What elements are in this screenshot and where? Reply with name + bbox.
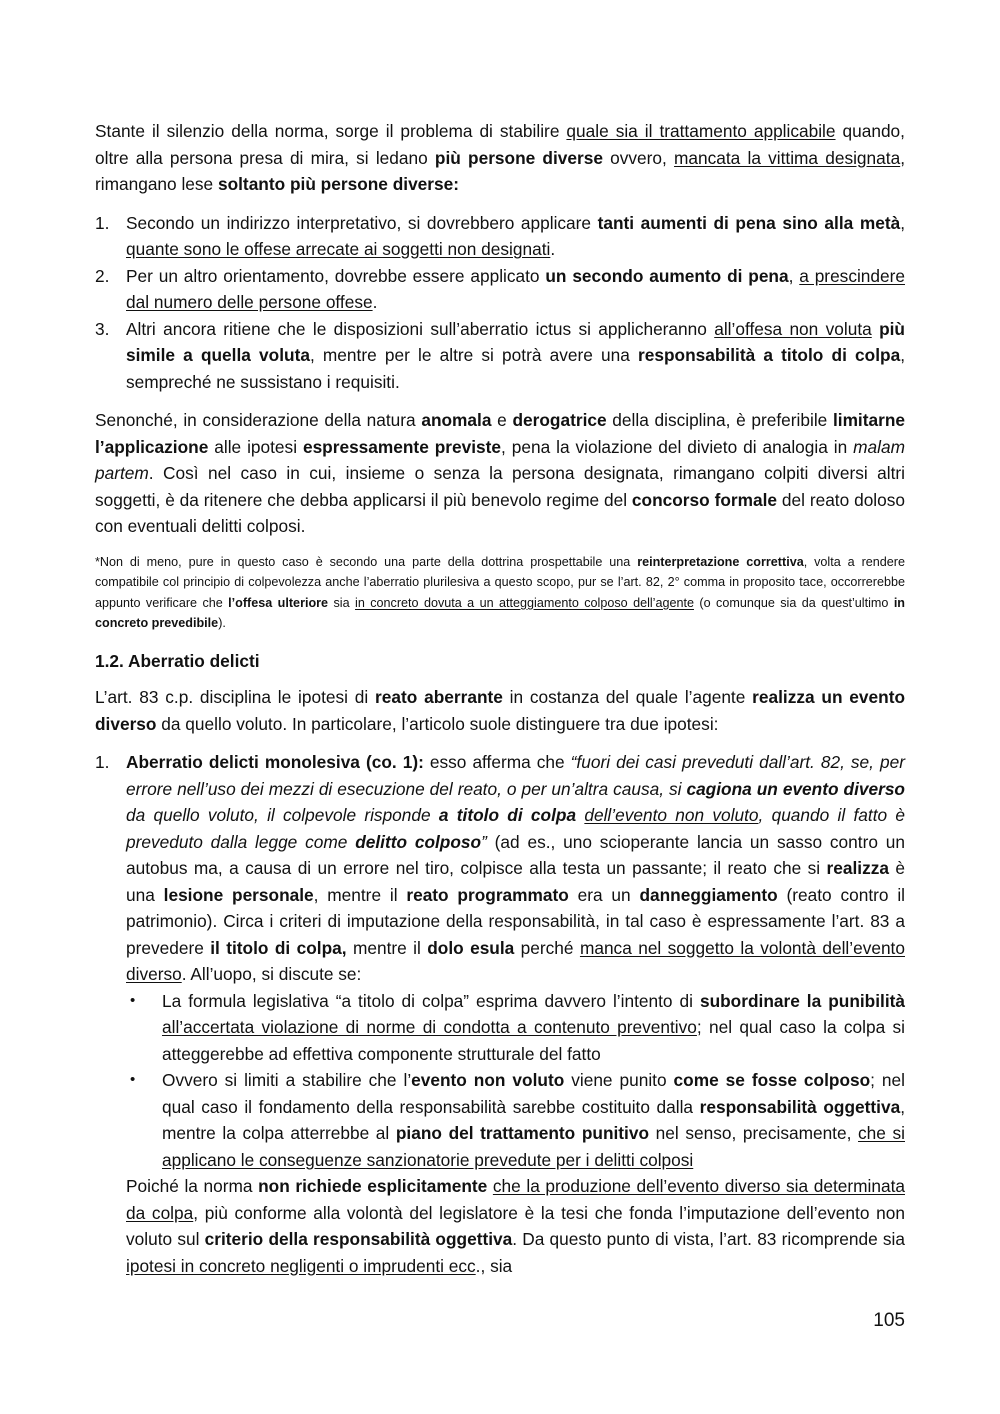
bold-text: danneggiamento — [639, 884, 778, 905]
bold-text: Aberratio delicti monolesiva (co. 1): — [126, 752, 424, 773]
bold-text: derogatrice — [512, 410, 607, 430]
bullet-icon: • — [130, 1071, 136, 1089]
text: *Non di meno, pure in questo caso è secondo una parte della dottrina prospettabile una — [95, 554, 638, 569]
bold-text: evento non voluto — [411, 1070, 565, 1091]
paragraph-senonche — [95, 407, 905, 540]
text: della disciplina, è preferibile — [606, 410, 833, 430]
list-number: 3. — [95, 318, 110, 339]
underlined-italic-text: dell’evento non voluto — [584, 805, 759, 826]
text: , — [900, 212, 905, 233]
bullet-item — [126, 1067, 905, 1173]
bold-text: realizza un evento diverso — [95, 687, 906, 734]
italic-text: “fuori dei casi preveduti dall’art. 82, se, per errore nell’uso dei mezzi di esecuzione del reato, o per un’altra causa, si — [126, 752, 905, 799]
text: L’art. 83 c.p. disciplina le ipotesi di — [95, 687, 376, 708]
text: , — [788, 265, 800, 286]
text — [872, 319, 879, 339]
underlined-text: ipotesi in concreto negligenti o imprudenti ecc — [126, 1255, 476, 1276]
bold-text: responsabilità a titolo di colpa — [638, 345, 901, 365]
list-item — [95, 316, 905, 396]
text: ; nel qual caso il fondamento della responsabilità sarebbe costituito dalla — [162, 1070, 905, 1117]
text: , sempreché ne sussistano i requisiti. — [126, 345, 905, 392]
text: mentre il — [346, 937, 428, 958]
bold-text: dolo esula — [427, 937, 515, 958]
italic-text: , quando il fatto è preveduto dalla legge come — [126, 805, 905, 852]
text: alle ipotesi — [208, 436, 303, 457]
numbered-list-theses — [95, 210, 905, 396]
text: , rimangano lese — [95, 147, 905, 194]
underlined-text: manca nel soggetto la volontà dell’evento diverso — [126, 937, 905, 985]
bold-text: più simile a quella voluta — [126, 318, 905, 365]
bold-text: lesione personale — [163, 884, 314, 905]
bold-text: reato programmato — [406, 884, 569, 905]
text: La formula legislativa “a titolo di colpa” esprima davvero l’intento di — [162, 990, 700, 1011]
text: Senonché, in considerazione della natura — [95, 410, 422, 430]
page-number: 105 — [873, 1310, 905, 1331]
underlined-text: in concreto dovuta a un atteggiamento colposo dell’agente — [355, 595, 694, 610]
bold-text: soltanto più persone diverse: — [217, 174, 459, 194]
text: Per un altro orientamento, dovrebbe essere applicato — [126, 265, 546, 286]
bulleted-list — [126, 988, 905, 1174]
bullet-icon: • — [130, 991, 136, 1009]
text: , mentre la colpa atterrebbe al — [162, 1096, 905, 1144]
bold-text: tanti aumenti di pena sino alla metà — [597, 212, 901, 233]
text: Poiché la norma — [126, 1176, 259, 1197]
bold-text: un secondo aumento di pena — [545, 265, 789, 286]
text: . All’uopo, si discute se: — [181, 964, 362, 985]
text: (ad es., uno scioperante lancia un sasso contro un autobus ma, a causa di un errore nel tiro, colpisce alla testa un passante; il reato che si — [126, 831, 905, 879]
bold-text: subordinare la punibilità — [699, 990, 906, 1011]
bold-text: limitarne l’applicazione — [95, 410, 905, 457]
underlined-text: che si applicano le conseguenze sanzionatorie prevedute per i delitti colposi — [162, 1123, 905, 1170]
underlined-text: a prescindere dal numero delle persone offese — [126, 265, 905, 312]
paragraph-art83 — [95, 684, 905, 737]
list-number: 2. — [95, 265, 110, 286]
bold-text: in concreto prevedibile — [95, 595, 906, 631]
bold-text: reinterpretazione correttiva — [637, 554, 804, 569]
bold-text: il titolo di colpa, — [210, 937, 347, 958]
underlined-text: quante sono le offese arrecate ai soggetti non designati — [126, 239, 551, 259]
bold-text: realizza — [826, 858, 889, 879]
paragraph-poiche — [126, 1173, 905, 1279]
text: del reato doloso con eventuali delitti colposi. — [95, 489, 906, 536]
bold-text: l’offesa ulteriore — [228, 595, 329, 610]
list-number: 1. — [95, 212, 110, 233]
text: Ovvero si limiti a stabilire che l’ — [162, 1070, 412, 1091]
bold-text: anomala — [421, 410, 492, 430]
text: , volta a rendere compatibile col principio di colpevolezza anche l’aberratio plurilesiva a questo scopo, pur se l’art. 82, 2° comma in proposito tace, occorrerebbe appunto verificare che — [95, 554, 905, 610]
bold-text: non richiede esplicitamente — [258, 1176, 488, 1197]
text: è una — [126, 858, 905, 905]
text: (reato contro il patrimonio). Circa i criteri di imputazione della responsabilità, in tal caso è espressamente l’art. 83 a prevedere — [126, 884, 905, 958]
italic-text: ” — [481, 831, 487, 852]
section-heading: 1.2. Aberratio delicti — [95, 650, 260, 671]
text: . Da questo punto di vista, l’art. 83 ricomprende sia — [512, 1229, 905, 1250]
italic-text: malam partem — [95, 436, 905, 483]
underlined-text: mancata la vittima designata — [674, 147, 901, 168]
text: esso afferma che — [423, 752, 571, 773]
page-body — [95, 118, 905, 1279]
text: Altri ancora ritiene che le disposizioni sull’aberratio ictus si applicheranno — [126, 318, 715, 339]
text: ., sia — [475, 1255, 513, 1276]
bold-text: piano del trattamento punitivo — [395, 1123, 650, 1144]
list-item — [95, 263, 905, 316]
text: , mentre per le altre si potrà avere una — [309, 345, 639, 365]
footnote — [95, 552, 905, 634]
bullet-item — [126, 988, 905, 1068]
underlined-text: quale sia il trattamento applicabile — [566, 121, 836, 141]
list-item — [95, 749, 905, 1279]
italic-text: da quello voluto, il colpevole risponde — [126, 805, 439, 826]
bold-text: criterio della responsabilità oggettiva — [204, 1229, 513, 1250]
underlined-text: all’offesa non voluta — [714, 318, 872, 339]
bold-text: responsabilità oggettiva — [699, 1096, 901, 1117]
text: ovvero, — [602, 147, 675, 168]
bold-text: come se fosse colposo — [673, 1070, 871, 1091]
text: Stante il silenzio della norma, sorge il problema di stabilire — [95, 121, 567, 141]
text: era un — [568, 884, 640, 905]
bold-text: concorso formale — [631, 489, 778, 510]
text: (o comunque sia da quest’ultimo — [694, 595, 894, 610]
text: viene punito — [564, 1070, 674, 1091]
text: in costanza del quale l’agente — [502, 687, 753, 708]
text: , più conforme alla volontà del legislatore è la tesi che fonda l’imputazione dell’evento non voluto sul — [126, 1202, 905, 1250]
text: da quello voluto. In particolare, l’articolo suole distinguere tra due ipotesi: — [156, 713, 719, 734]
list-item — [95, 210, 905, 263]
text: e — [491, 410, 513, 430]
underlined-text: all’accertata violazione di norme di condotta a contenuto preventivo — [162, 1017, 697, 1038]
paragraph-intro — [95, 118, 905, 198]
underlined-text: che la produzione dell’evento diverso sia determinata da colpa — [126, 1176, 905, 1223]
text: , pena la violazione del divieto di analogia in — [501, 436, 854, 457]
text: . — [550, 239, 556, 259]
text: . — [372, 292, 378, 312]
text: . Così nel caso in cui, insieme o senza la persona designata, rimangano colpiti diversi altri soggetti, è da ritenere che debba applicarsi il più benevolo regime del — [95, 463, 905, 510]
text: , mentre il — [313, 884, 407, 905]
text: ). — [218, 616, 226, 631]
text: perché — [514, 937, 580, 958]
list-number: 1. — [95, 752, 110, 773]
text: sia — [328, 595, 356, 610]
text: Secondo un indirizzo interpretativo, si dovrebbero applicare — [126, 212, 598, 233]
bold-italic-text: a titolo di colpa — [438, 805, 577, 826]
bold-italic-text: delitto colposo — [355, 831, 482, 852]
bold-text: reato aberrante — [375, 687, 503, 708]
text: nel senso, precisamente, — [649, 1123, 859, 1144]
bold-text: espressamente previste — [302, 436, 502, 457]
text: quando, oltre alla persona presa di mira, si ledano — [95, 121, 905, 168]
text: ; nel qual caso la colpa si atteggerebbe ad effettiva componente strutturale del fatto — [162, 1017, 905, 1064]
bold-italic-text: cagiona un evento diverso — [686, 778, 905, 799]
numbered-list-aberratio — [95, 749, 905, 1279]
bold-text: più persone diverse — [434, 147, 603, 168]
